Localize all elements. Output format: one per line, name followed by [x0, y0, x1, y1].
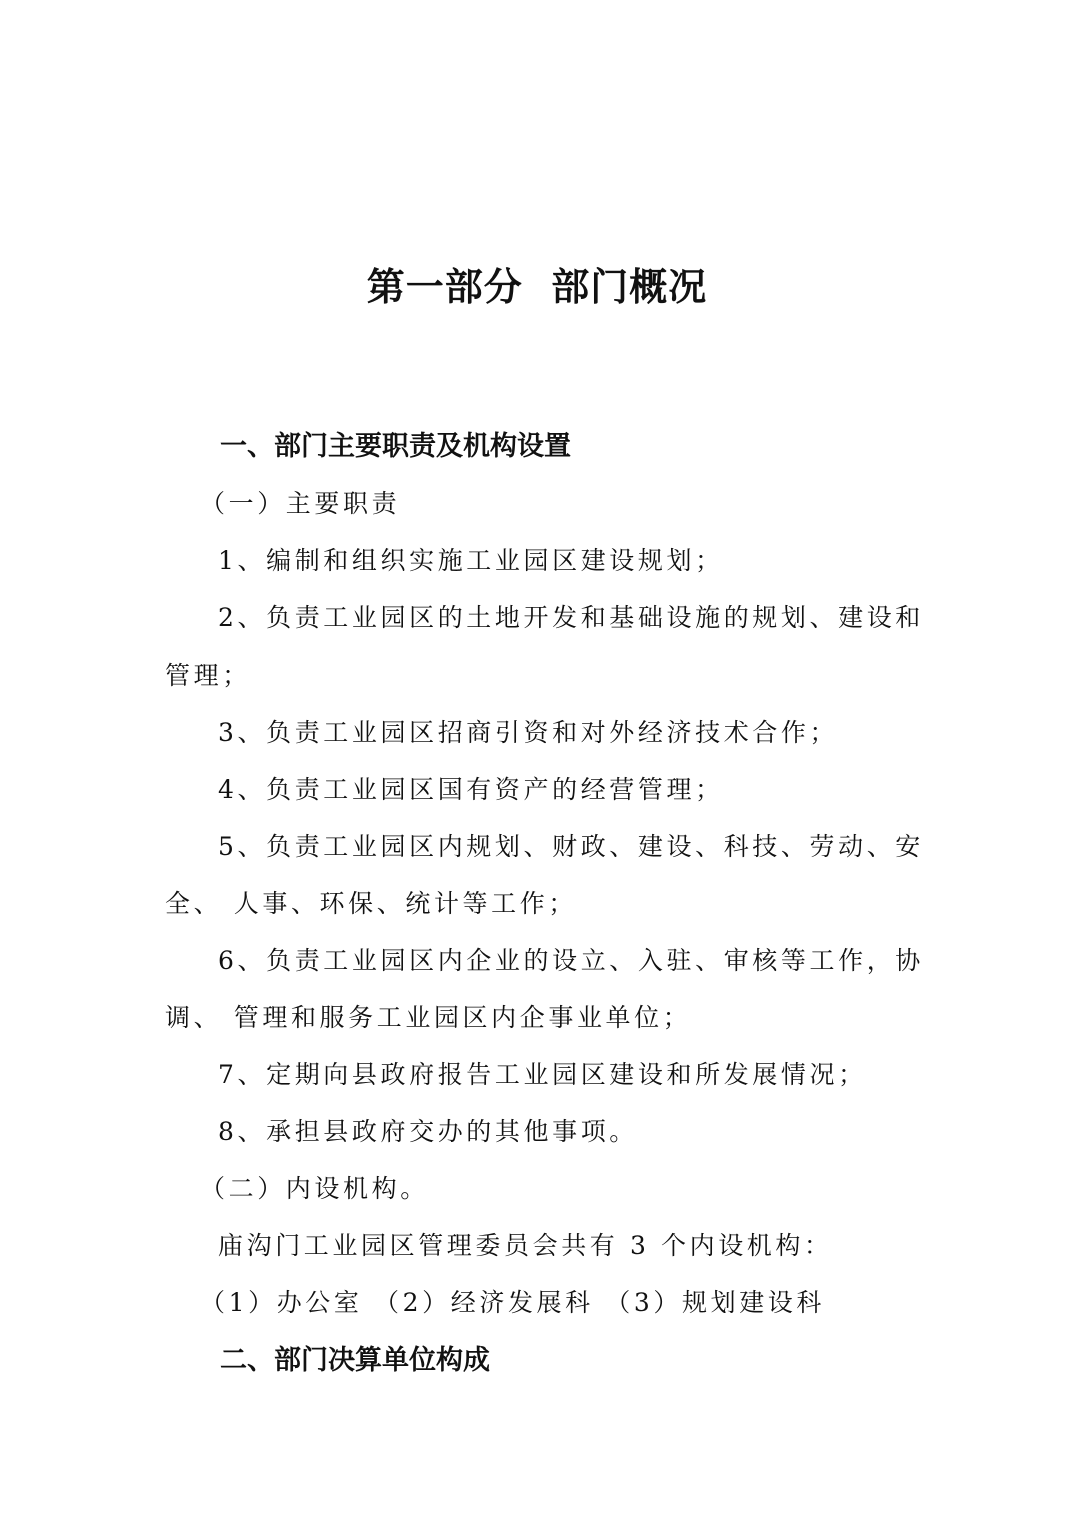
- duty-item-8: 8、承担县政府交办的其他事项。: [218, 1117, 638, 1146]
- duty-item-5: 5、负责工业园区内规划、财政、建设、科技、劳动、安: [218, 832, 924, 861]
- duty-item-1: 1、编制和组织实施工业园区建设规划；: [218, 546, 724, 575]
- page-title: 第一部分 部门概况: [366, 265, 708, 309]
- duty-item-2-continued: 管理；: [165, 661, 251, 690]
- subsection-heading-duties: （一）主要职责: [200, 489, 401, 518]
- structure-units: （1）办公室 （2）经济发展科 （3）规划建设科: [200, 1288, 826, 1317]
- duty-item-6-continued: 调、 管理和服务工业园区内企事业单位；: [165, 1003, 692, 1032]
- duty-item-2: 2、负责工业园区的土地开发和基础设施的规划、建设和: [218, 603, 924, 632]
- structure-description: 庙沟门工业园区管理委员会共有 3 个内设机构：: [218, 1231, 833, 1260]
- section-heading-2: 二、部门决算单位构成: [220, 1345, 490, 1376]
- duty-item-4: 4、负责工业园区国有资产的经营管理；: [218, 775, 724, 804]
- duty-item-7: 7、定期向县政府报告工业园区建设和所发展情况；: [218, 1060, 867, 1089]
- duty-item-5-continued: 全、 人事、环保、统计等工作；: [165, 889, 577, 918]
- duty-item-6: 6、负责工业园区内企业的设立、入驻、审核等工作，协: [218, 946, 924, 975]
- duty-item-3: 3、负责工业园区招商引资和对外经济技术合作；: [218, 718, 839, 747]
- subsection-heading-structure: （二）内设机构。: [200, 1174, 429, 1203]
- section-heading-1: 一、部门主要职责及机构设置: [220, 431, 571, 462]
